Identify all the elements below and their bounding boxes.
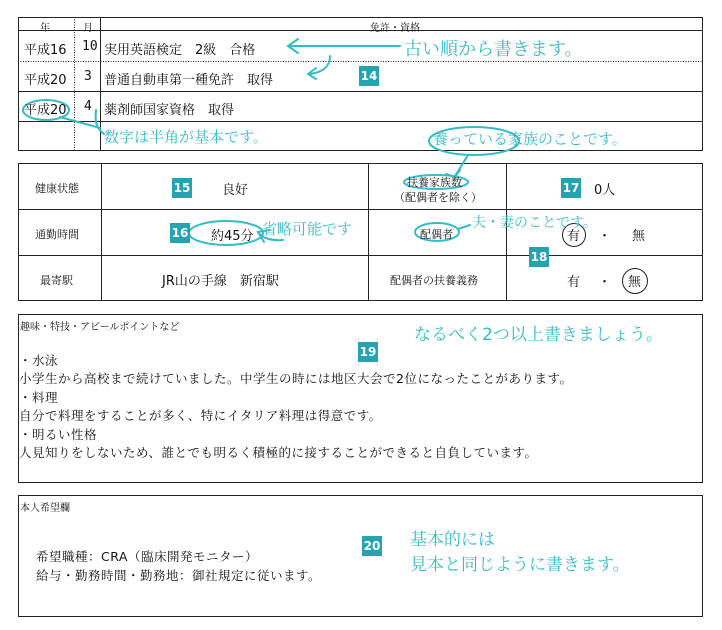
health-value: 良好 xyxy=(222,183,249,198)
row1-year: 平成16 xyxy=(24,43,67,58)
hobbies-title: 趣味・特技・アピールポイントなど xyxy=(20,322,180,333)
support-no: 無 xyxy=(628,275,642,290)
header-month: 月 xyxy=(83,23,93,34)
spouse-label: 配偶者 xyxy=(420,228,453,241)
badge-15: 15 xyxy=(172,178,192,198)
note-write-two-or-more: なるべく2つ以上書きましょう。 xyxy=(414,325,663,345)
header-year: 年 xyxy=(40,23,50,34)
spouse-yes: 有 xyxy=(567,229,581,244)
wish-line-2: 給与・勤務時間・勤務地：御社規定に従います。 xyxy=(36,568,322,583)
wishes-title: 本人希望欄 xyxy=(20,503,70,514)
badge-20: 20 xyxy=(362,536,382,556)
row3-month: 4 xyxy=(84,99,92,114)
row2-year: 平成20 xyxy=(24,73,67,88)
badge-14: 14 xyxy=(359,66,379,86)
note-optional: 省略可能です xyxy=(262,220,353,238)
dependents-label: 扶養家族数 xyxy=(407,176,462,189)
note-half-width-digits: 数字は半角が基本です。 xyxy=(104,128,268,146)
badge-18: 18 xyxy=(529,247,549,267)
health-label: 健康状態 xyxy=(35,182,79,195)
spouse-no: 無 xyxy=(632,229,646,244)
station-label: 最寄駅 xyxy=(40,274,73,287)
note-same-as-sample-1: 基本的には xyxy=(410,530,495,550)
hobby-line-4: 自分で料理をすることが多く、特にイタリア料理は得意です。 xyxy=(19,408,382,423)
hobby-line-1: ・水泳 xyxy=(19,353,59,368)
badge-17: 17 xyxy=(561,178,581,198)
commute-value: 約45分 xyxy=(211,229,254,244)
row1-content: 実用英語検定 2級 合格 xyxy=(104,43,256,58)
header-license: 免許・資格 xyxy=(370,23,420,34)
row3-content: 薬剤師国家資格 取得 xyxy=(104,103,235,118)
support-separator: ・ xyxy=(598,275,612,290)
hobby-line-6: 人見知りをしないため、誰とでも明るく積極的に接することができると自負しています。 xyxy=(19,445,538,460)
hobby-line-2: 小学生から高校まで続けていました。中学生の時には地区大会で2位になったことがあります。 xyxy=(19,371,573,386)
support-yes: 有 xyxy=(567,275,581,290)
hobby-line-3: ・料理 xyxy=(19,390,59,405)
row1-month: 10 xyxy=(82,39,98,54)
dependents-label-note: （配偶者を除く） xyxy=(394,191,482,204)
wish-line-1: 希望職種：CRA（臨床開発モニター） xyxy=(36,549,258,564)
support-label: 配偶者の扶養義務 xyxy=(390,274,478,287)
commute-label: 通勤時間 xyxy=(35,228,79,241)
badge-19: 19 xyxy=(358,342,378,362)
station-value: JR山の手線 新宿駅 xyxy=(162,274,279,289)
row2-content: 普通自動車第一種免許 取得 xyxy=(104,73,274,88)
note-dependents: 養っている家族のことです。 xyxy=(433,130,627,148)
row3-year: 平成20 xyxy=(24,103,67,118)
note-same-as-sample-2: 見本と同じように書きます。 xyxy=(410,555,630,575)
row2-month: 3 xyxy=(84,69,92,84)
dependents-value: 0人 xyxy=(594,183,616,198)
hobby-line-5: ・明るい性格 xyxy=(19,427,98,442)
badge-16: 16 xyxy=(170,223,190,243)
note-oldest-first: 古い順から書きます。 xyxy=(404,39,583,60)
note-spouse: 夫・妻のことです。 xyxy=(472,215,597,231)
spouse-separator: ・ xyxy=(598,229,612,244)
